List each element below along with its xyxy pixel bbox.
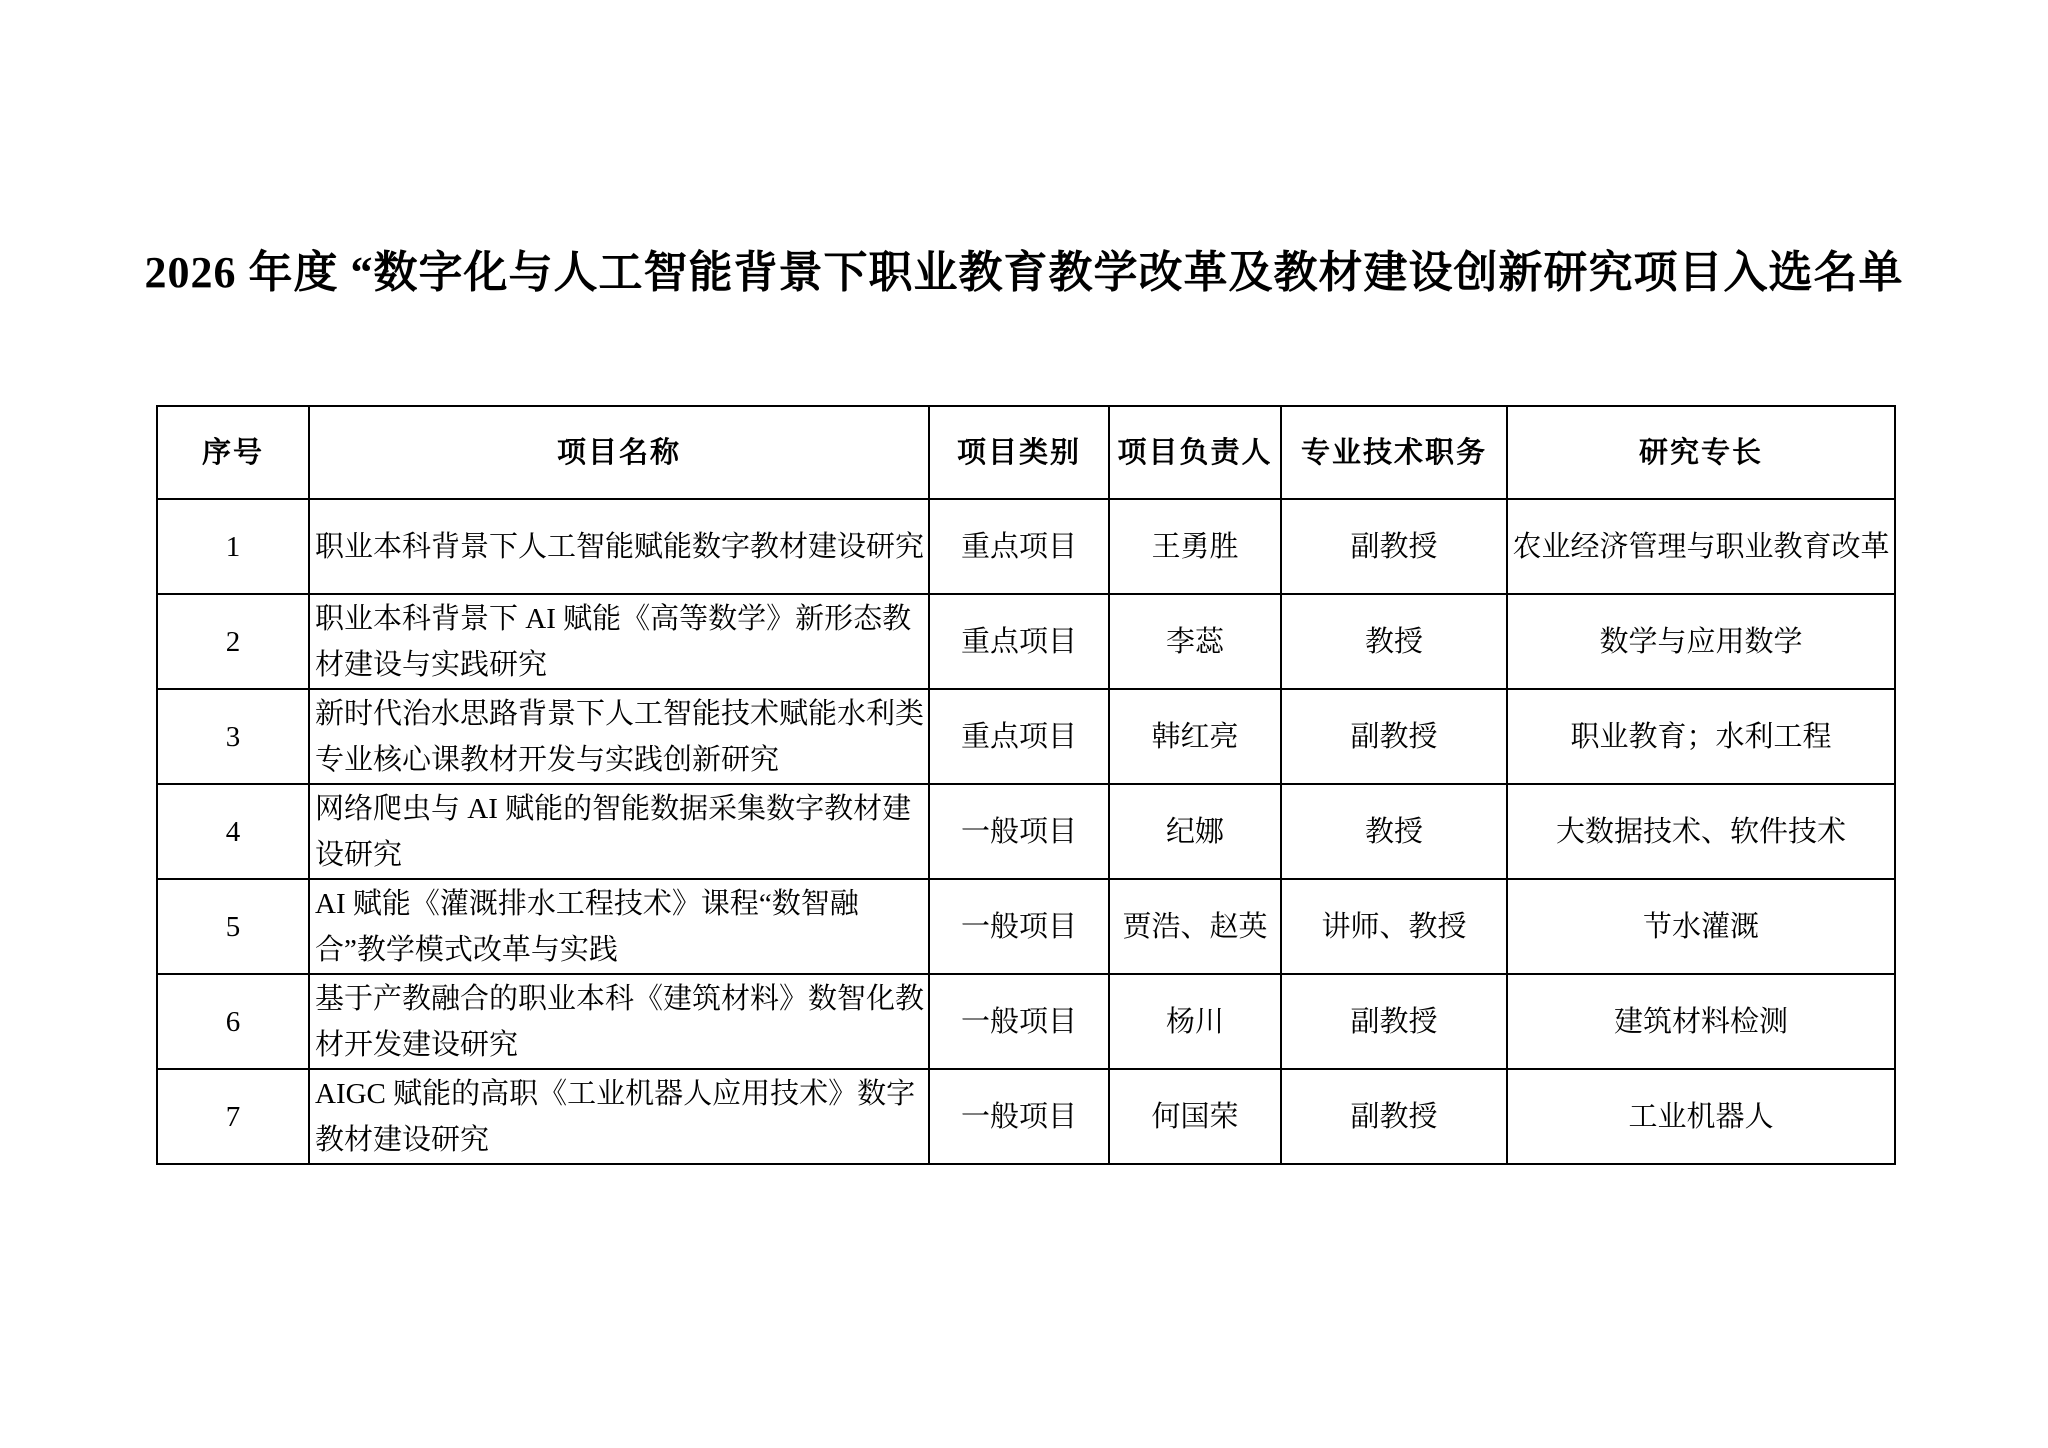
header-project-leader: 项目负责人: [1109, 406, 1281, 499]
project-category-cell: 一般项目: [929, 879, 1109, 974]
professional-title-cell: 副教授: [1281, 499, 1507, 594]
table-row: [157, 1069, 1895, 1164]
professional-title-cell: 讲师、教授: [1281, 879, 1507, 974]
table-row: [157, 879, 1895, 974]
professional-title-cell: 教授: [1281, 594, 1507, 689]
research-specialty-cell: 工业机器人: [1507, 1069, 1895, 1164]
project-table-container: [156, 405, 1896, 1165]
row-index-cell: 5: [157, 879, 309, 974]
project-leader-cell: 王勇胜: [1109, 499, 1281, 594]
header-professional-title: 专业技术职务: [1281, 406, 1507, 499]
project-category-cell: 一般项目: [929, 1069, 1109, 1164]
project-leader-cell: 纪娜: [1109, 784, 1281, 879]
table-row: [157, 499, 1895, 594]
project-category-cell: 一般项目: [929, 974, 1109, 1069]
project-category-cell: 一般项目: [929, 784, 1109, 879]
project-leader-cell: 贾浩、赵英: [1109, 879, 1281, 974]
professional-title-cell: 副教授: [1281, 974, 1507, 1069]
row-index-cell: 2: [157, 594, 309, 689]
project-name-cell: 网络爬虫与 AI 赋能的智能数据采集数字教材建设研究: [309, 784, 929, 879]
project-roster-table: [156, 405, 1896, 1165]
table-header-row: [157, 406, 1895, 499]
project-name-cell: AIGC 赋能的高职《工业机器人应用技术》数字教材建设研究: [309, 1069, 929, 1164]
project-leader-cell: 何国荣: [1109, 1069, 1281, 1164]
row-index-cell: 4: [157, 784, 309, 879]
research-specialty-cell: 建筑材料检测: [1507, 974, 1895, 1069]
research-specialty-cell: 农业经济管理与职业教育改革: [1507, 499, 1895, 594]
project-category-cell: 重点项目: [929, 594, 1109, 689]
table-row: [157, 594, 1895, 689]
project-name-cell: 新时代治水思路背景下人工智能技术赋能水利类专业核心课教材开发与实践创新研究: [309, 689, 929, 784]
research-specialty-cell: 职业教育；水利工程: [1507, 689, 1895, 784]
project-name-cell: AI 赋能《灌溉排水工程技术》课程“数智融合”教学模式改革与实践: [309, 879, 929, 974]
row-index-cell: 6: [157, 974, 309, 1069]
header-project-name: 项目名称: [309, 406, 929, 499]
table-row: [157, 974, 1895, 1069]
row-index-cell: 7: [157, 1069, 309, 1164]
project-category-cell: 重点项目: [929, 499, 1109, 594]
table-row: [157, 784, 1895, 879]
project-leader-cell: 韩红亮: [1109, 689, 1281, 784]
project-leader-cell: 李蕊: [1109, 594, 1281, 689]
research-specialty-cell: 大数据技术、软件技术: [1507, 784, 1895, 879]
row-index-cell: 3: [157, 689, 309, 784]
project-name-cell: 职业本科背景下人工智能赋能数字教材建设研究: [309, 499, 929, 594]
header-no: 序号: [157, 406, 309, 499]
professional-title-cell: 副教授: [1281, 1069, 1507, 1164]
row-index-cell: 1: [157, 499, 309, 594]
professional-title-cell: 副教授: [1281, 689, 1507, 784]
header-project-category: 项目类别: [929, 406, 1109, 499]
project-leader-cell: 杨川: [1109, 974, 1281, 1069]
research-specialty-cell: 数学与应用数学: [1507, 594, 1895, 689]
professional-title-cell: 教授: [1281, 784, 1507, 879]
research-specialty-cell: 节水灌溉: [1507, 879, 1895, 974]
table-row: [157, 689, 1895, 784]
header-research-specialty: 研究专长: [1507, 406, 1895, 499]
page-title: 2026 年度 “数字化与人工智能背景下职业教育教学改革及教材建设创新研究项目入选名单: [144, 248, 1904, 297]
project-name-cell: 职业本科背景下 AI 赋能《高等数学》新形态教材建设与实践研究: [309, 594, 929, 689]
project-category-cell: 重点项目: [929, 689, 1109, 784]
project-name-cell: 基于产教融合的职业本科《建筑材料》数智化教材开发建设研究: [309, 974, 929, 1069]
